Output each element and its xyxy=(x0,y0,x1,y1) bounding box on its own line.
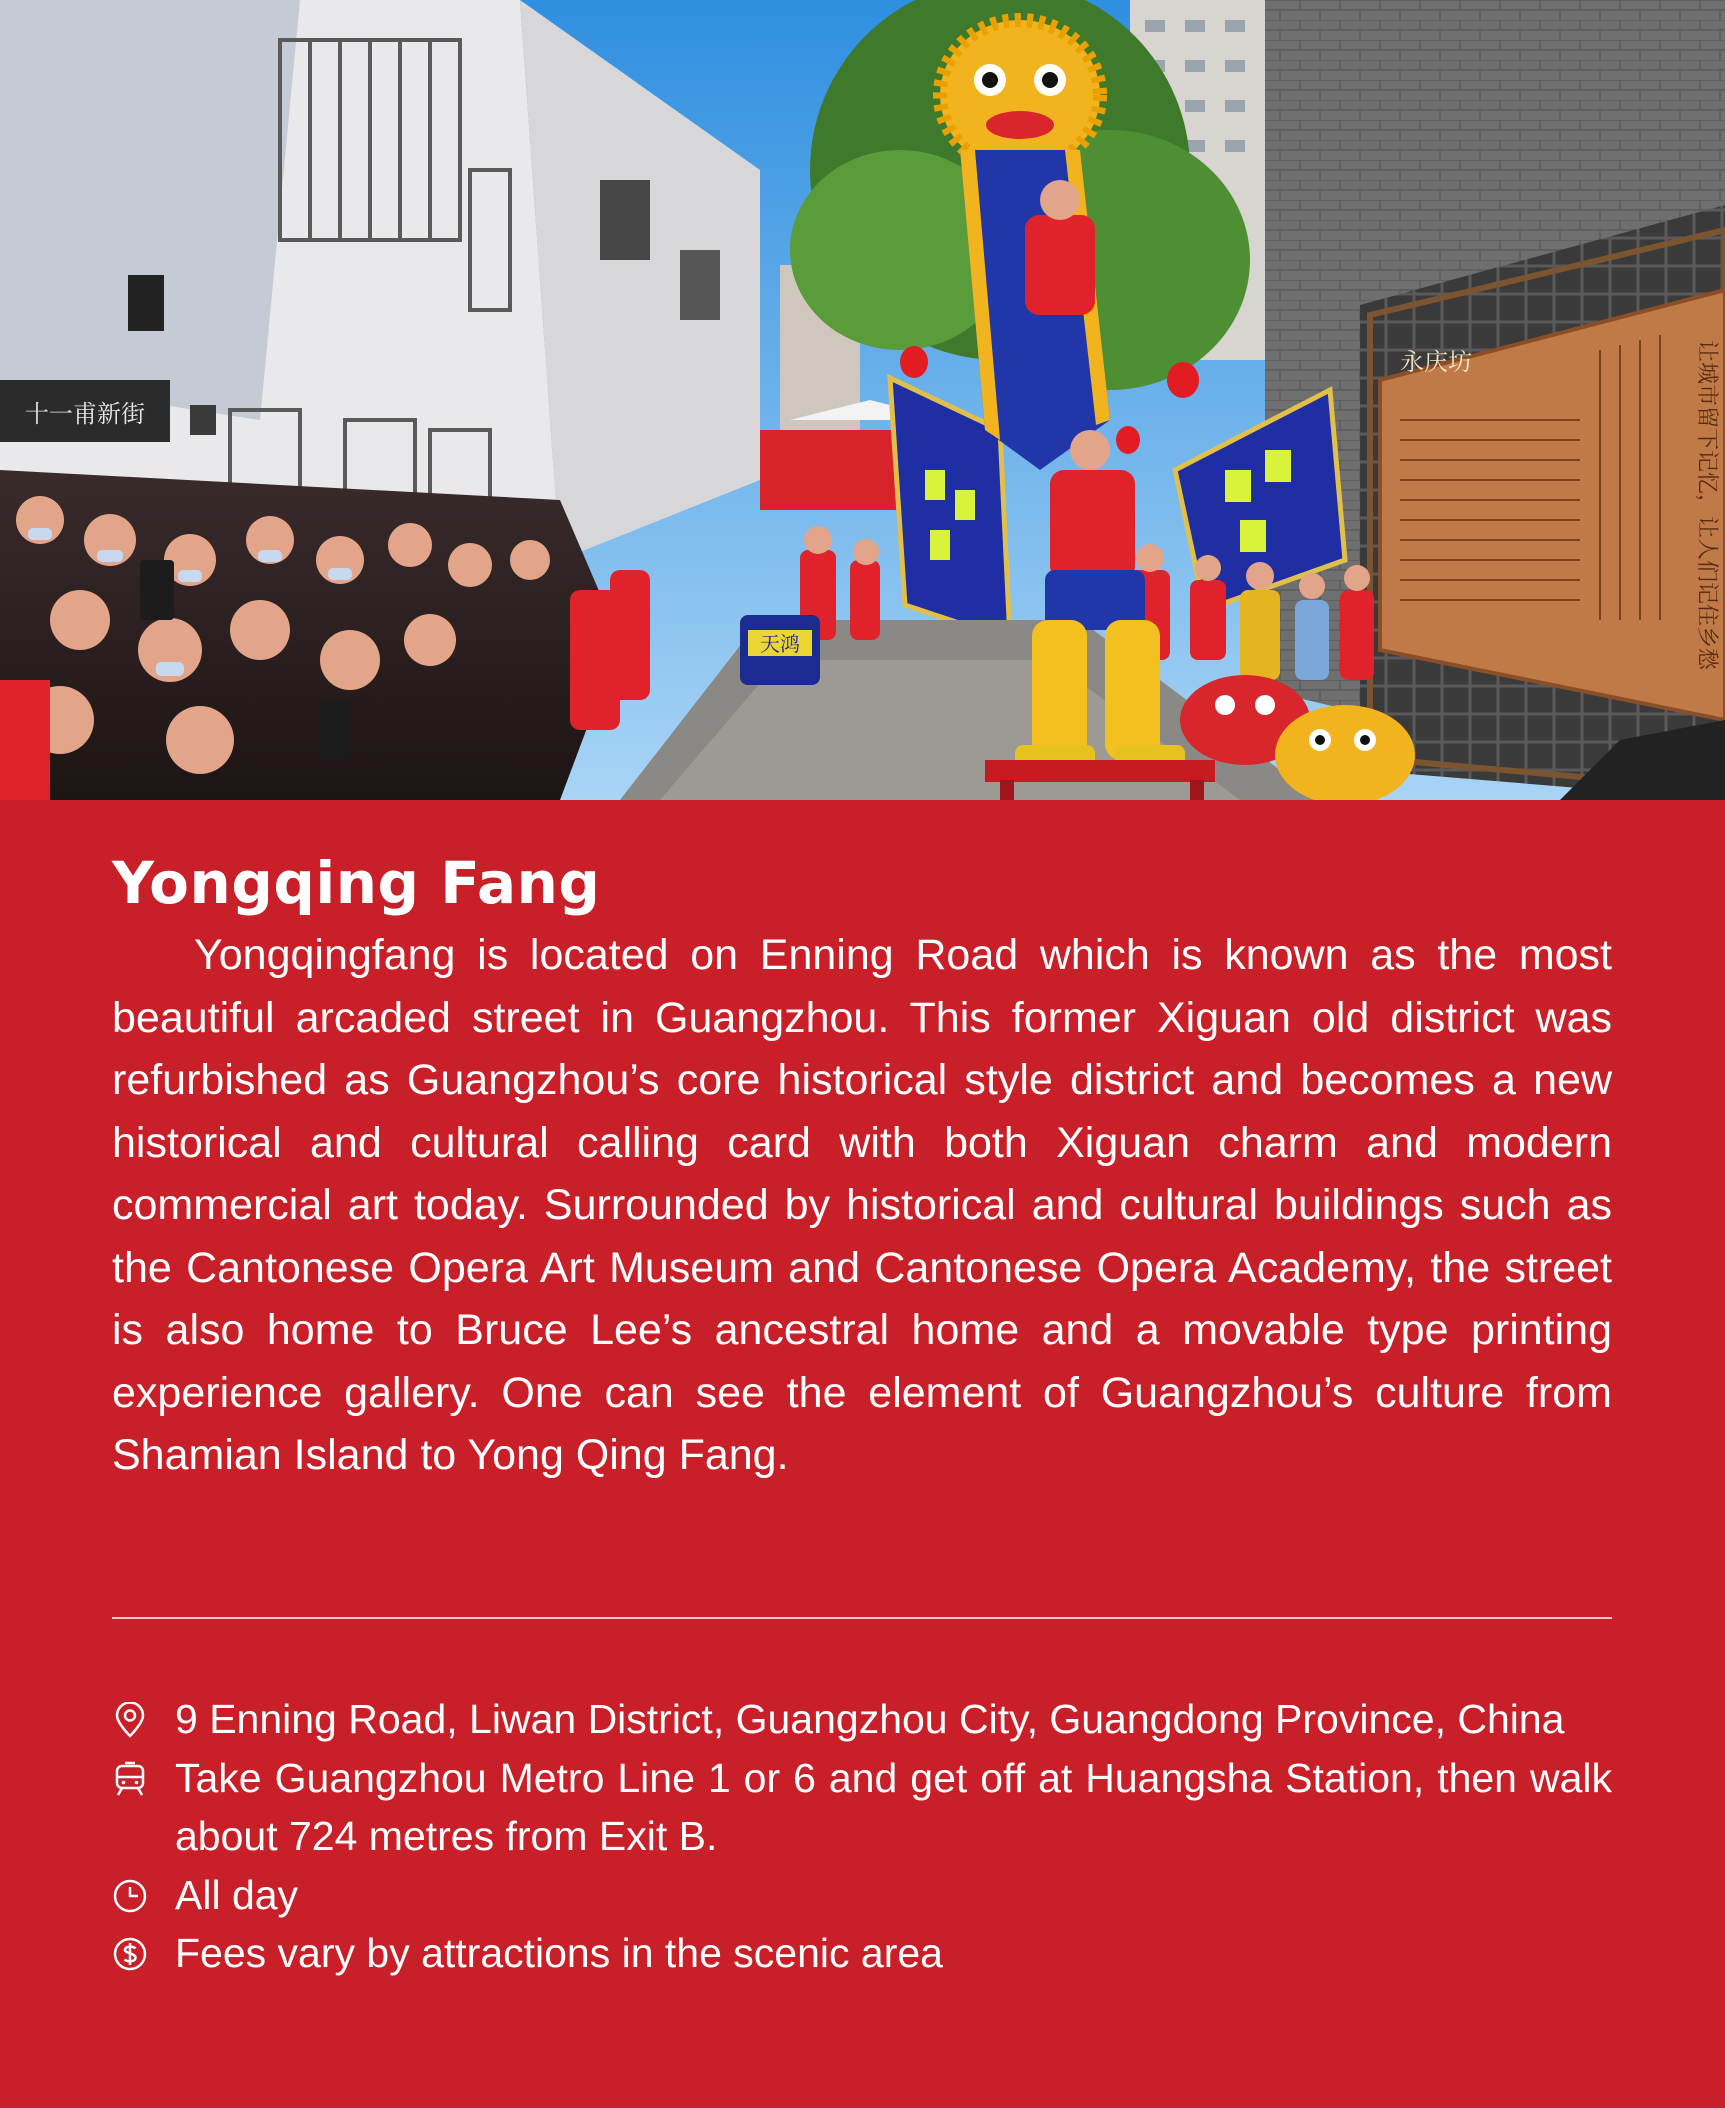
transport-text: Take Guangzhou Metro Line 1 or 6 and get off at Huangsha Station, then walk about 724 metres from Exit B. xyxy=(175,1754,1612,1859)
clock-icon xyxy=(112,1878,148,1914)
transport-row xyxy=(112,1749,1612,1866)
hours-row xyxy=(112,1866,1612,1925)
address-text: 9 Enning Road, Liwan District, Guangzhou City, Guangdong Province, China xyxy=(175,1696,1565,1742)
dollar-icon xyxy=(112,1936,148,1972)
divider xyxy=(112,1617,1612,1619)
description-paragraph: Yongqingfang is located on Enning Road which is known as the most beautiful arcaded street in Guangzhou. This former Xiguan old district was refurbished as Guangzhou’s core historical style district and becomes a new historical and cultural calling card with both Xiguan charm and modern commercial art today. Surrounded by historical and cultural buildings such as the Cantonese Opera Art Museum and Cantonese Opera Academy, the street is also home to Bruce Lee’s ancestral home and a movable type printing experience gallery. One can see the element of Guangzhou’s culture from Shamian Island to Yong Qing Fang. xyxy=(112,931,1612,1479)
info-list xyxy=(112,1690,1612,1983)
address-row xyxy=(112,1690,1612,1749)
fees-row xyxy=(112,1924,1612,1983)
street-sign-text: 十一甫新街 xyxy=(25,400,145,428)
drum xyxy=(740,615,820,685)
hours-text: All day xyxy=(175,1871,299,1918)
metro-train-icon xyxy=(112,1761,148,1797)
page-title: Yongqing Fang xyxy=(112,849,601,917)
plaque-caption: 让城市留下记忆，让人们记住乡愁 xyxy=(1694,340,1719,671)
plaque-title: 永庆坊 xyxy=(1400,348,1472,376)
location-pin-icon xyxy=(112,1702,148,1738)
svg-text:天鸿: 天鸿 xyxy=(760,632,800,656)
history-plaque xyxy=(1360,205,1725,800)
hero-photo xyxy=(0,0,1725,800)
fees-text: Fees vary by attractions in the scenic area xyxy=(175,1930,943,1976)
content-panel xyxy=(112,848,1612,1487)
